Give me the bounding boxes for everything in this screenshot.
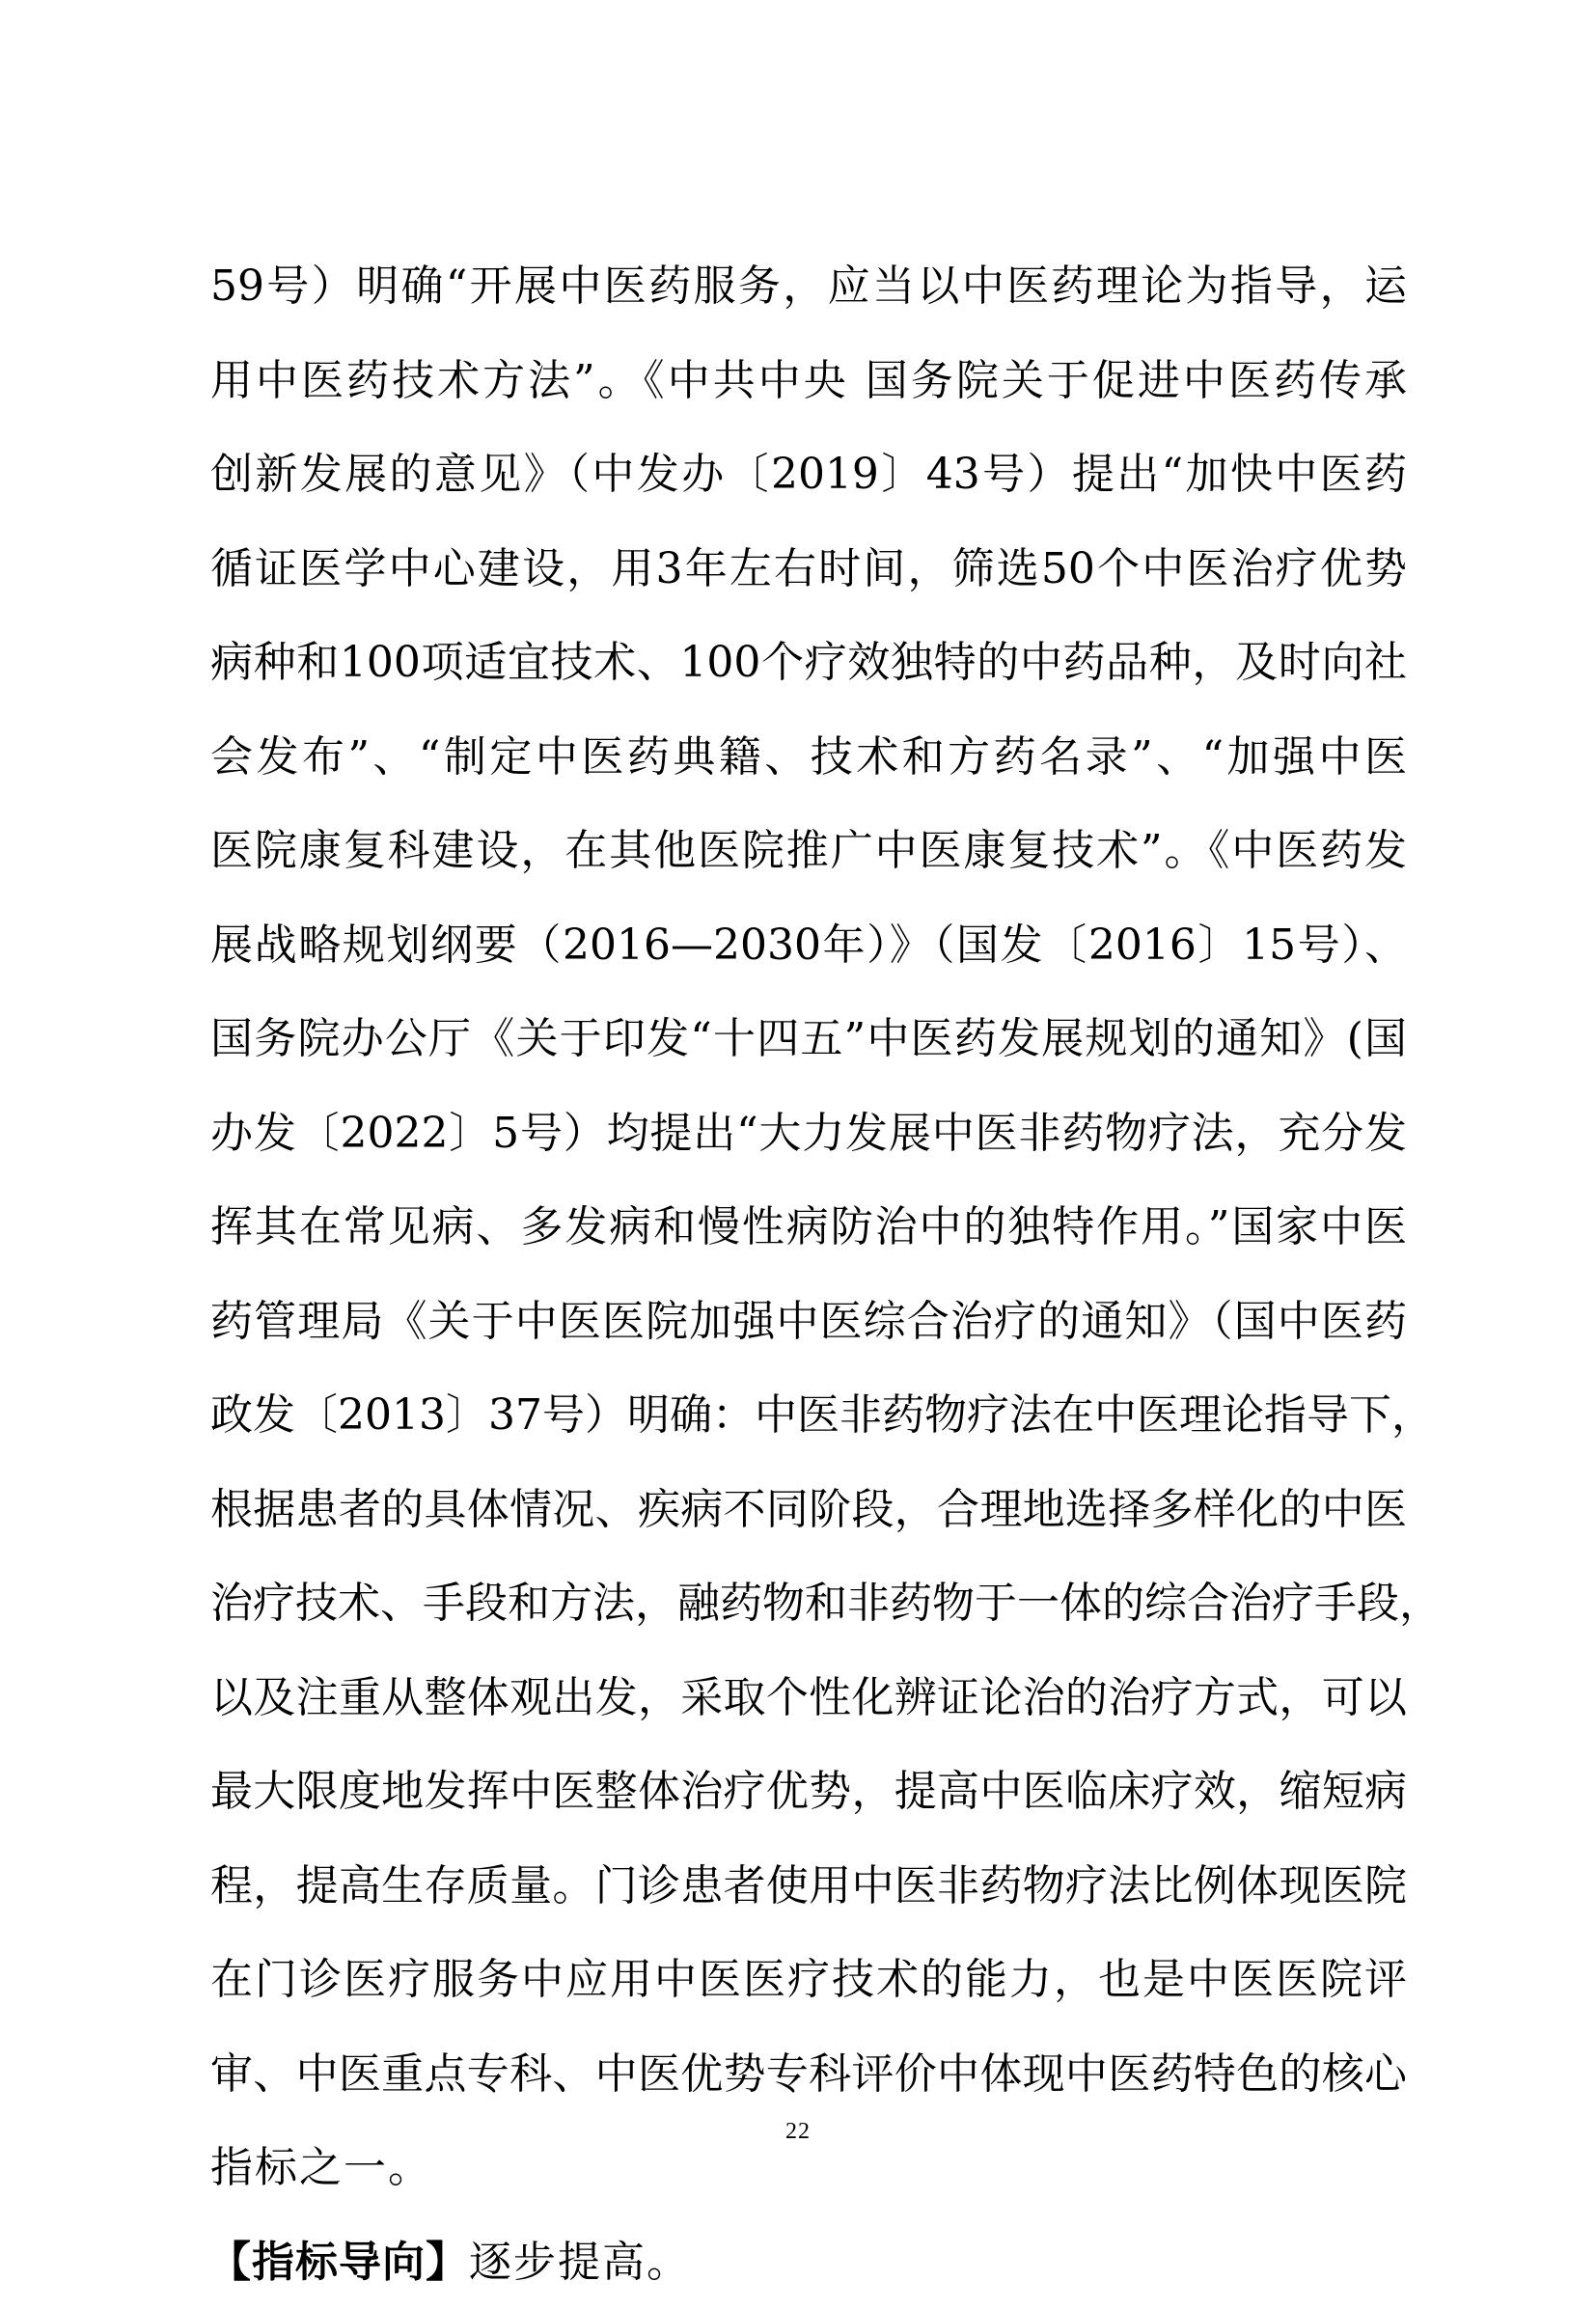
paragraph-line-21: 指标之一。 [210,2121,1407,2215]
paragraph-line-16: 以及注重从整体观出发，采取个性化辨证论治的治疗方式，可以 [210,1651,1407,1745]
paragraph-line-20: 审、中医重点专科、中医优势专科评价中体现中医药特色的核心 [210,2027,1407,2122]
paragraph-line-6: 会发布”、“制定中医药典籍、技术和方药名录”、“加强中医 [210,710,1407,805]
paragraph-line-8: 展战略规划纲要（2016—2030年）》（国发〔2016〕15号）、 [210,898,1407,993]
paragraph-line-18: 程，提高生存质量。门诊患者使用中医非药物疗法比例体现医院 [210,1839,1407,1934]
paragraph-line-2: 用中医药技术方法”。《中共中央 国务院关于促进中医药传承 [210,334,1407,428]
page-number: 22 [0,2119,1596,2145]
indicator-guide-value: 逐步提高。 [469,2238,691,2287]
paragraph-line-13: 政发〔2013〕37号）明确：中医非药物疗法在中医理论指导下， [210,1368,1407,1463]
document-body [210,239,1407,2309]
paragraph-line-14: 根据患者的具体情况、疾病不同阶段，合理地选择多样化的中医 [210,1463,1407,1557]
paragraph-line-1: 59号）明确“开展中医药服务，应当以中医药理论为指导，运 [210,239,1407,334]
paragraph-line-9: 国务院办公厅《关于印发“十四五”中医药发展规划的通知》(国 [210,992,1407,1086]
paragraph-line-7: 医院康复科建设，在其他医院推广中医康复技术”。《中医药发 [210,804,1407,898]
paragraph-line-4: 循证医学中心建设，用3年左右时间，筛选50个中医治疗优势 [210,522,1407,617]
indicator-guide [208,2215,1407,2309]
paragraph-line-3: 创新发展的意见》（中发办〔2019〕43号）提出“加快中医药 [210,427,1407,522]
paragraph-line-12: 药管理局《关于中医医院加强中医综合治疗的通知》（国中医药 [210,1275,1407,1369]
paragraph-line-19: 在门诊医疗服务中应用中医医疗技术的能力，也是中医医院评 [210,1933,1407,2027]
paragraph-line-17: 最大限度地发挥中医整体治疗优势，提高中医临床疗效，缩短病 [210,1745,1407,1839]
paragraph-line-5: 病种和100项适宜技术、100个疗效独特的中药品种，及时向社 [210,616,1407,710]
paragraph-line-11: 挥其在常见病、多发病和慢性病防治中的独特作用。”国家中医 [210,1180,1407,1275]
paragraph-line-15: 治疗技术、手段和方法，融药物和非药物于一体的综合治疗手段， [210,1556,1407,1651]
indicator-guide-label: 【指标导向】 [208,2238,469,2287]
paragraph-line-10: 办发〔2022〕5号）均提出“大力发展中医非药物疗法，充分发 [210,1086,1407,1181]
